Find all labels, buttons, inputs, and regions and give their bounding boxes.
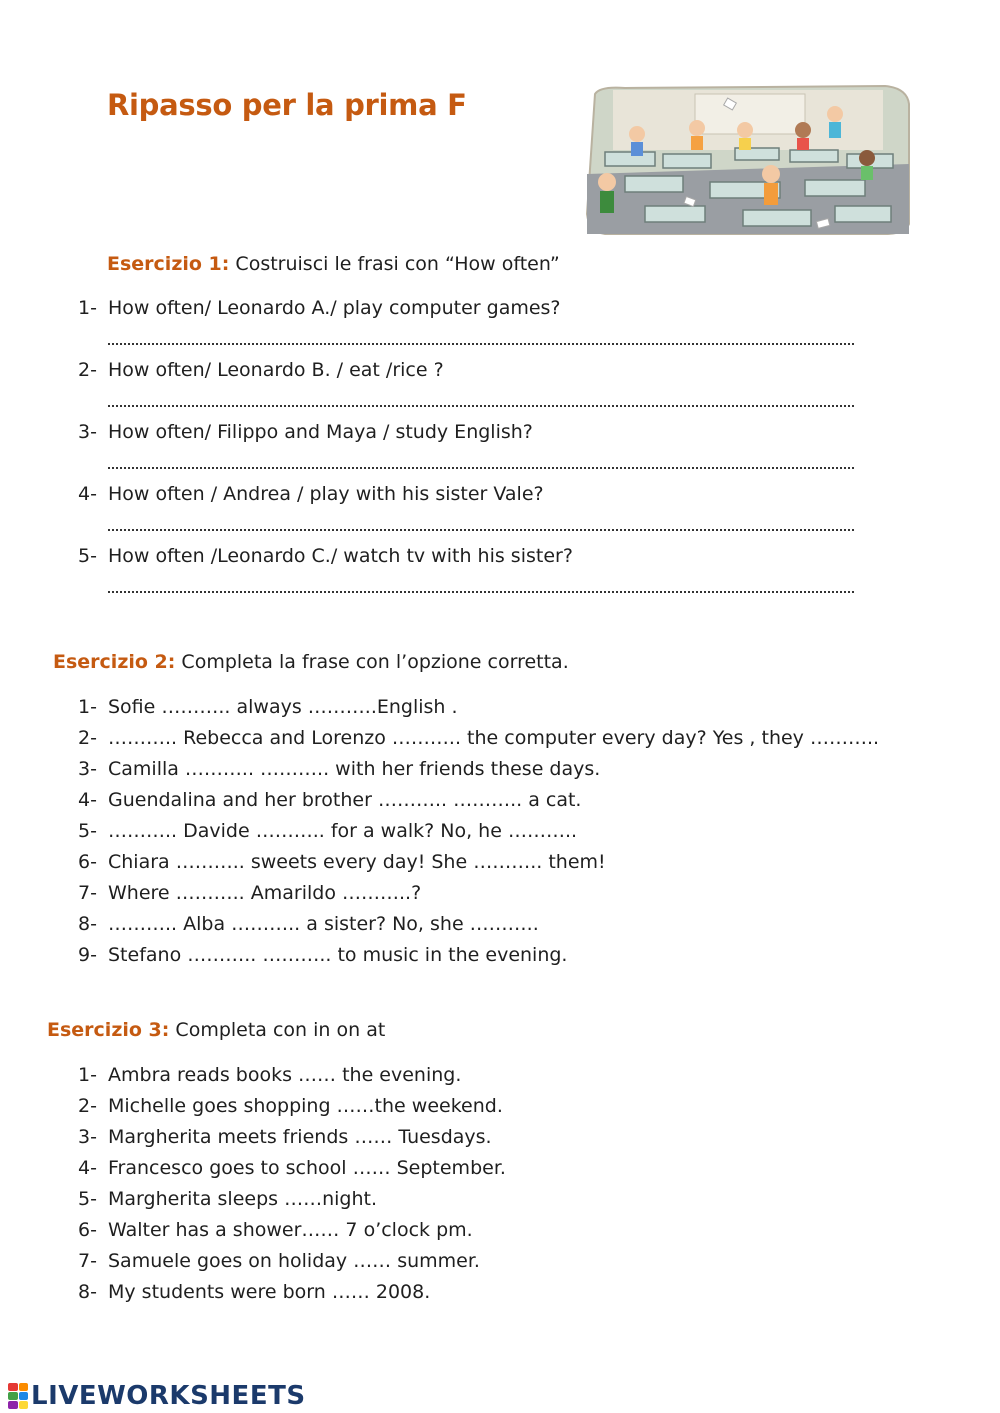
exercise-2-instruction: Completa la frase con l’opzione corretta.: [175, 651, 569, 673]
list-item: 7- Where ……….. Amarildo ………..?: [78, 882, 422, 904]
exercise-2-label: Esercizio 2:: [53, 651, 176, 673]
answer-line[interactable]: [108, 591, 854, 593]
classroom-illustration: [585, 84, 911, 236]
list-item: 1- Sofie ……….. always ………..English .: [78, 696, 458, 718]
list-item: 9- Stefano ……….. ……….. to music in the evening.: [78, 944, 568, 966]
logo-square: [19, 1392, 29, 1400]
brand-wordmark: LIVEWORKSHEETS: [31, 1381, 306, 1411]
list-item: 8- My students were born …… 2008.: [78, 1281, 431, 1303]
answer-line[interactable]: [108, 529, 854, 531]
list-item: 7- Samuele goes on holiday …… summer.: [78, 1250, 480, 1272]
list-item: 1- How often/ Leonardo A./ play computer games?: [78, 297, 561, 319]
worksheet-title: Ripasso per la prima F: [107, 88, 467, 122]
answer-line[interactable]: [108, 467, 854, 469]
list-item: 6- Walter has a shower…… 7 o’clock pm.: [78, 1219, 473, 1241]
answer-line[interactable]: [108, 405, 854, 407]
logo-square: [19, 1383, 29, 1391]
list-item: 4- How often / Andrea / play with his sister Vale?: [78, 483, 544, 505]
list-item: 3- Margherita meets friends …… Tuesdays.: [78, 1126, 492, 1148]
list-item: 2- How often/ Leonardo B. / eat /rice ?: [78, 359, 444, 381]
exercise-1-label: Esercizio 1:: [107, 253, 230, 275]
logo-square: [19, 1401, 29, 1409]
exercise-3-instruction: Completa con in on at: [169, 1019, 386, 1041]
list-item: 6- Chiara ……….. sweets every day! She ……….. them!: [78, 851, 606, 873]
list-item: 3- How often/ Filippo and Maya / study English?: [78, 421, 533, 443]
exercise-1-heading: [107, 253, 560, 275]
list-item: 1- Ambra reads books …… the evening.: [78, 1064, 462, 1086]
list-item: 3- Camilla ……….. ……….. with her friends these days.: [78, 758, 601, 780]
exercise-3-label: Esercizio 3:: [47, 1019, 170, 1041]
exercise-3-heading: [47, 1019, 385, 1041]
list-item: 5- Margherita sleeps ……night.: [78, 1188, 377, 1210]
logo-square: [8, 1401, 18, 1409]
list-item: 2- Michelle goes shopping ……the weekend.: [78, 1095, 503, 1117]
logo-square: [8, 1392, 18, 1400]
list-item: 8- ……….. Alba ……….. a sister? No, she ………..: [78, 913, 539, 935]
exercise-1-instruction: Costruisci le frasi con “How often”: [229, 253, 560, 275]
list-item: 5- How often /Leonardo C./ watch tv with his sister?: [78, 545, 573, 567]
exercise-2-heading: [53, 651, 569, 673]
list-item: 4- Francesco goes to school …… September.: [78, 1157, 506, 1179]
list-item: 4- Guendalina and her brother ……….. ……….. a cat.: [78, 789, 582, 811]
logo-square: [8, 1383, 18, 1391]
list-item: 5- ……….. Davide ……….. for a walk? No, he ………..: [78, 820, 578, 842]
footer-brand[interactable]: [8, 1381, 306, 1411]
liveworksheets-logo-icon: [8, 1383, 28, 1409]
answer-line[interactable]: [108, 343, 854, 345]
list-item: 2- ……….. Rebecca and Lorenzo ……….. the computer every day? Yes , they ………..: [78, 727, 880, 749]
